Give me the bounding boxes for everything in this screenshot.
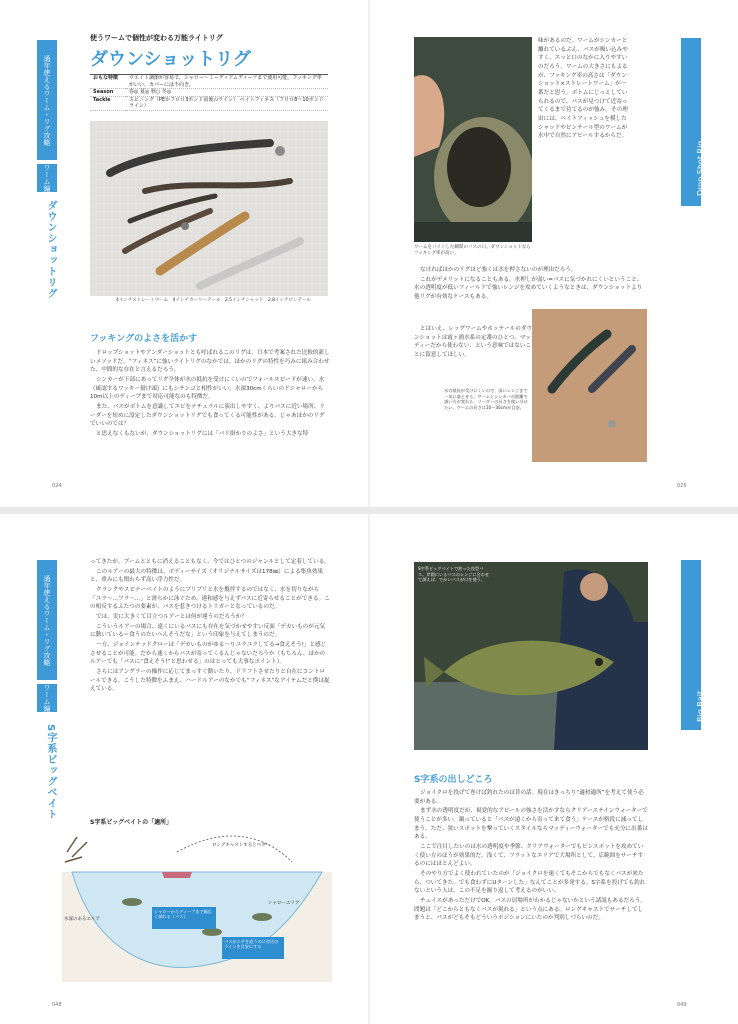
lake-illustration <box>62 832 332 982</box>
paragraph: では、実に大きくて目立つルアーとは何が違うのだろうか？ <box>96 613 247 620</box>
paragraph: シンカーが下部にあってリグ全体が水の抵抗を受けにくいのでフォールスピードが速い。水（確認するワッキー掛け頭）にもシチンゴと相性がいい。水深30cmくらいのドシャローから10m以上のディープまで対応可能なのも特徴だ。 <box>90 376 325 401</box>
paragraph: ってきたが、ブームとともに消えることもなく、今ではひとつのジャンルとして定着している。 <box>90 559 330 565</box>
page-number: 048 <box>52 1002 62 1008</box>
paragraph: と思えなくもないが、ダウンショットリグには「バリ掛かりのよさ」という大きな特 <box>96 430 309 437</box>
page-title: ダウンショットリグ <box>90 49 251 70</box>
bass-hand-photo <box>414 37 532 242</box>
article-body <box>414 789 648 924</box>
spec-value: 春◎ 夏◎ 秋○ 冬◎ <box>126 89 328 97</box>
page-number: 024 <box>52 483 62 489</box>
vertical-title: S字系ビッグベイト <box>45 724 56 821</box>
photo-caption: ワームをバイトした瞬間のバスの口。ダウンショットならフッキング率が高い。 <box>414 245 531 257</box>
spec-table <box>90 74 328 111</box>
article-body <box>90 558 330 695</box>
diagram-label: バスがエサを追うのに岸辺のラインを目安にする <box>224 939 279 950</box>
angler-bass-photo <box>414 562 648 750</box>
article-body <box>90 349 330 440</box>
paragraph: とはいえ、レッグワームやホッテールのダウンショットは霞ヶ浦水系の定番のひとつ。マッディーだから使わない、という意味ではないことに留意してほしい。 <box>414 326 533 358</box>
diagram-label: ロングキャストするとベター <box>212 843 271 848</box>
spec-key: Tackle <box>90 96 126 110</box>
left-tab-text: 通年使えるワーム・リグ攻略 <box>43 574 51 666</box>
kicker: 使うワームで個性が変わる万能ライトリグ <box>90 34 223 42</box>
paragraph: まず水の透明度だが、視覚的なアピールの強さを活かすならクリアーステインウォーターで使うことが多い。濁っていると「バスが遠くから寄って来て食う」ケースが格段に減ってしまう。ただ、狭いスポットを撃っていくスタイルならマッディーウォーターでも充分に出番はある。 <box>414 808 648 841</box>
paragraph: さらにはアングラーの操作に応じてまっすぐ動いたり、ドリフトさせたりと自在にコントロールできる。こうした特徴をふまえ、ハードルアーのなかでも“フィネス”なアイテムだと僕は捉えている。 <box>90 668 330 693</box>
paragraph: これがデメリットになることもある。水押しが弱い=バスに気づかれにくいということ。水の透明度が低いフィールドで強いレンジを攻めていくようなときは、ダウンショットより他リグが有効なケースもある。 <box>414 276 643 300</box>
right-tab <box>681 560 705 730</box>
left-tab <box>37 560 57 680</box>
section-heading: フッキングのよさを活かす <box>90 334 198 344</box>
paragraph: ドロップショットやアンダーショットとも呼ばれるこのリグは、日本で考案された比較的新しいメソッドだ。“フィネス”に強いライトリグのなかでは、ほかのリグの特性を巧みに組み合わせた、中間的な存在と言えるだろう。 <box>90 350 330 374</box>
photo-caption: 4インチストレートワーム 4インチカーリーテール 2.5インチシャッド 2.8インチピンテール <box>116 298 311 303</box>
left-tab-label <box>37 164 57 192</box>
gutter <box>368 0 370 507</box>
left-tab <box>37 40 57 160</box>
inset-caption: 水の抵抗が受けにくいので、深いレンジまで一気に落とせる。ワームとシンカーの距離で誘い方が変わる。リーダーの長さを使い分けたい。ワームの長さは10〜30cmが目安。 <box>444 388 528 411</box>
paragraph: ジョイクロを投げて巻けば釣れたのは昔の話。現在はきっちり“適材適所”を考えて使う必要がある。 <box>414 790 644 805</box>
right-tab-text: Drop Shot Rig <box>696 140 705 196</box>
spec-value: スピニング（PEかフロロ3ポンド前後のライン） ベイトフィネス（フロロ8〜10ポンドライン） <box>126 96 328 110</box>
bass-mouth-illustration <box>414 37 532 242</box>
left-tab-label-text: ワーム編 <box>43 164 51 192</box>
article-body-narrow <box>414 325 534 361</box>
diagram-label: 水深のあるエリア <box>64 917 100 922</box>
diagram-label: シャローからディープまで幅広く探れる（バス） <box>154 909 212 920</box>
spec-row <box>90 75 328 89</box>
bottom-spread <box>0 514 738 1024</box>
top-spread <box>0 0 738 507</box>
side-column: 味があるのだ。ワームがシンカーと離れているぶん、バスが吸い込みやすく、スッと口のなかに入りやすいのだろう。ワームの大きさにもよるが、フッキング率の高さは「ダウンショット×ストレートワーム」が一番だと思う。ボトムにじっとしていられるので、バスが見つけて近寄ってくるまで待てるのが強み。その理由には、ベイトフィッシュを模したシャッドやピンテール型のワームが水中で自然にアピールするからだ。 <box>538 38 628 140</box>
paragraph: 一方、ジョインテッドクローは「デカいものがゆる〜りユラユラしてる→食えそう!」と感じさせることが可能。だから速くからバスが寄ってくるんじゃないだろうか（もちろん、ほかのルアーでも「バスに“食えそう!”と思わせる」のはとっても大事なポイント）。 <box>90 641 327 666</box>
paragraph: こういうルアーの場合、遠くにいるバスにも存在を気づかせやすい反面「デカいものが元気に動いている＝食うのたいへんそうだな」という印象を与えてしまうのだ。 <box>90 623 326 639</box>
gutter <box>368 514 370 1024</box>
worm-inset-illustration <box>532 309 647 462</box>
worm-inset-photo <box>532 309 647 462</box>
diagram-title: S字系ビッグベイトの「適所」 <box>90 819 173 826</box>
page-number: 025 <box>677 483 687 489</box>
paragraph: クランクやスピナーベイトのようにブリブリと水を攪拌するのではなく、水を切りながら「ユラ〜…フラ〜…」と滑らかに泳ぐため、違和感を与えずバスに近寄らせることができる。この相反するふたつの要素が、バスを惹きつけるトリガーとなっているのだ。 <box>90 586 330 611</box>
placement-diagram <box>62 832 332 982</box>
spec-key: Season <box>90 89 126 97</box>
paragraph: このルアーの最大の特徴は、ボディーサイズ（オリジナルサイズは178㎜）による集魚効果と、重みにも関わらず高い浮力性だ。 <box>90 568 324 584</box>
page-number: 049 <box>677 1002 687 1008</box>
section-heading: S字系の出しどころ <box>414 775 493 785</box>
angler-illustration <box>414 562 648 750</box>
paragraph: チェイスがあっただけでOK。バスの居場所がわかるじゃないかという諸説もあるだろう。問題は「どこからともなくバスが現れる」という点にある。ロングキャストでサーチしてしまうと、バスがどもそもどういうポジションにいたのか判別しづらいのだ。 <box>414 897 646 922</box>
diagram-label: シャローエリア <box>268 901 300 906</box>
right-tab-text: Big Bait <box>696 690 705 722</box>
right-tab <box>681 38 705 206</box>
left-tab-text: 通年使えるワーム・リグ攻略 <box>43 54 51 146</box>
vertical-title: ダウンショットリグ <box>45 200 56 299</box>
left-tab-label <box>37 684 57 712</box>
spec-row <box>90 96 328 110</box>
left-tab-label-text: ワーム編 <box>43 684 51 712</box>
worms-illustration <box>90 121 328 296</box>
worms-photo <box>90 121 328 296</box>
paragraph: また、バスがボトムを意識してエビをナチュラルに演出しやすく、よりバスに近い場所、リーダーを短めに設定したダウンショットリグでも食ってくる可能性がある。じゃあほかのリグでいいのでは？ <box>90 403 325 428</box>
paragraph: ここで注目したいのは水の透明度や季節、クリアウォーターでもピンスポットを攻めていく使い方のほうが効果的だ。浅くて、フラットなエリアで大場所として、広範囲をサーチするのにはほとんどよい。 <box>414 843 644 868</box>
spec-row <box>90 89 328 97</box>
photo-caption: S字系ビッグベイトで釣った良型バス。岸際にいるバスのレンジに合わせて誘えば、でかいバスが口を使う。 <box>418 566 490 583</box>
spec-value: ウエイト調節が容易で、シャロー〜ミーディアムディープまで使用可能。フッキング率がいい。カバーには不向き。 <box>126 75 328 89</box>
paragraph: そのやり方でよく使われていたのが「ジョイクロを速くてもそこからでもなくバスが来たら、ついてきた、でも食わずにUターンした」なんてことが多発する。S字系を投げても釣れないという人は、この不足を掘り返して考えるのがいい。 <box>414 870 646 895</box>
article-body <box>414 266 646 303</box>
paragraph: なければほかのリグほど強くは水を押さないのが理由だろう。 <box>420 267 577 273</box>
spec-key: おもな特徴 <box>90 75 126 89</box>
